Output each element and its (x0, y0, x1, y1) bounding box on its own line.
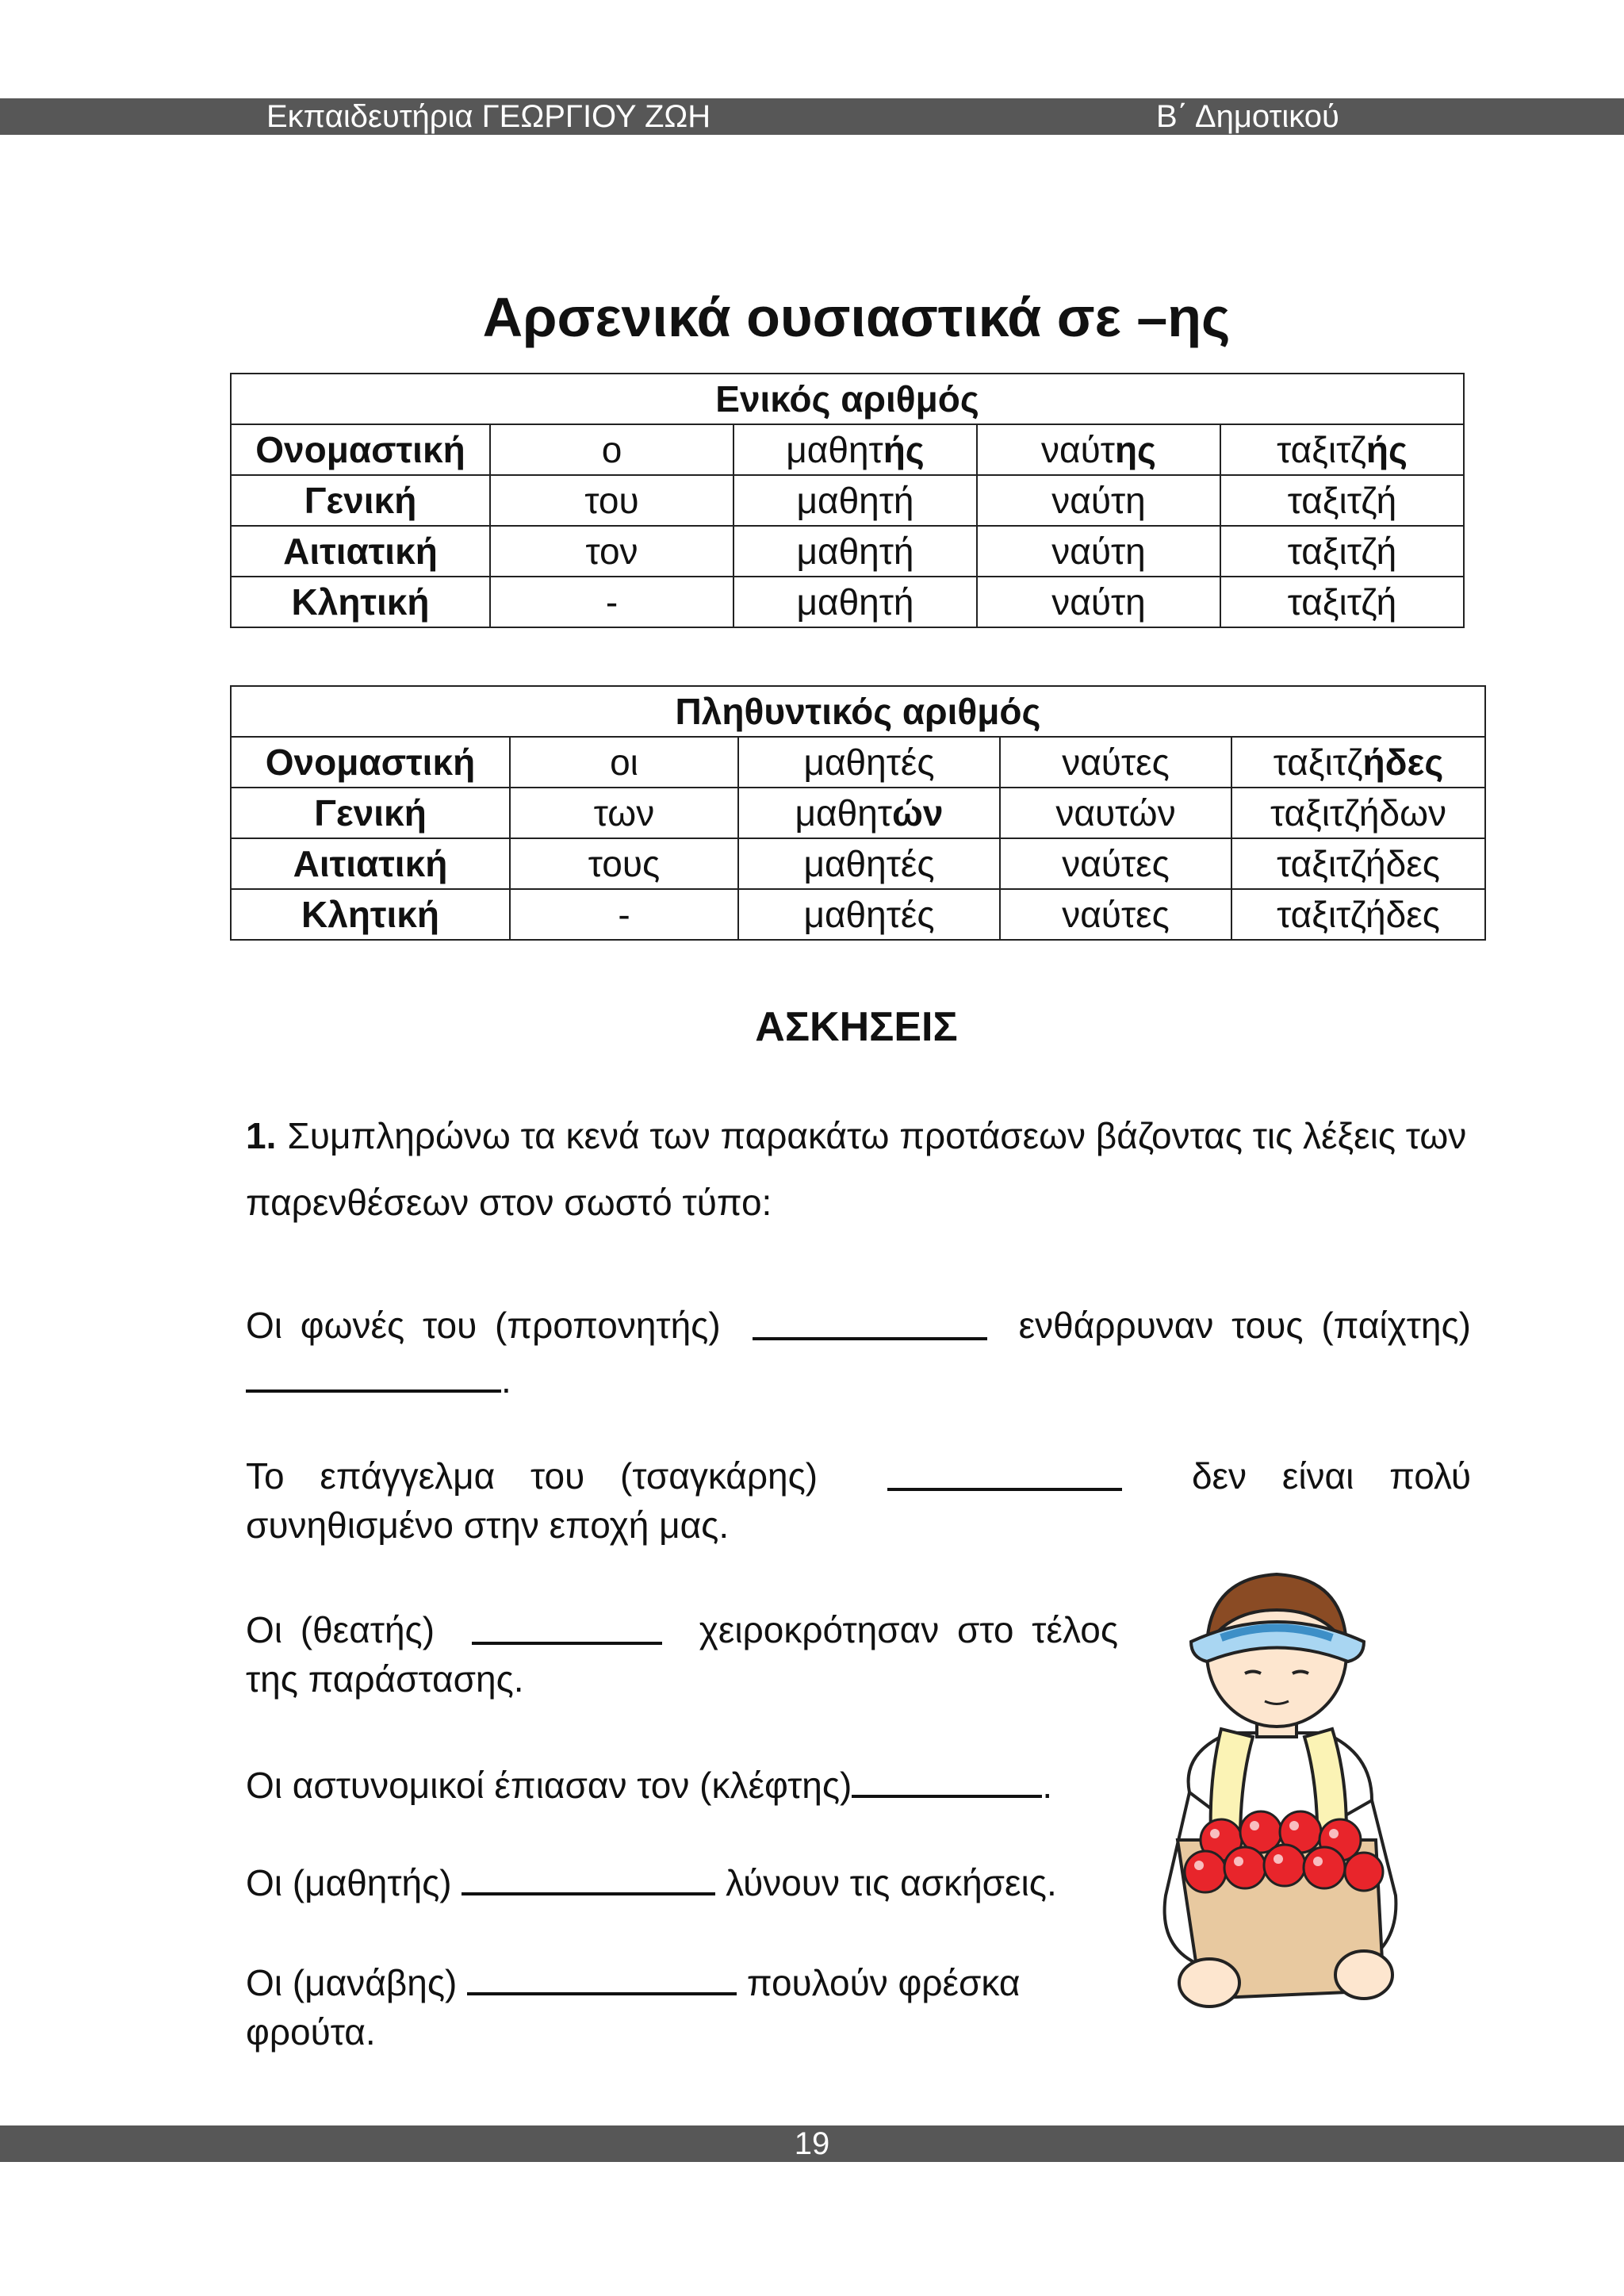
noun-cell: ναύτες (1000, 838, 1231, 889)
sentence-1 (246, 1301, 1471, 1405)
case-label: Κλητική (231, 889, 510, 940)
blank-input-2[interactable] (246, 1353, 501, 1393)
noun-cell: ναύτες (1000, 889, 1231, 940)
sentence-2-part-b: δεν είναι πολύ (1191, 1455, 1471, 1497)
sentence-6-part-c: φρούτα. (246, 2011, 376, 2053)
sentence-1-part-b: ενθάρρυναν τους (παίχτης) (1018, 1305, 1471, 1346)
article-cell: - (490, 577, 733, 627)
sentence-5-part-b: λύνουν τις ασκήσεις. (726, 1862, 1057, 1903)
case-label: Αιτιατική (231, 838, 510, 889)
sentence-3-part-a: Οι (θεατής) (246, 1609, 435, 1650)
sentence-3-part-b: χειροκρότησαν στο τέλος (699, 1609, 1118, 1650)
case-label: Ονομαστική (231, 424, 490, 475)
noun-cell: ναυτών (1000, 788, 1231, 838)
table-row (231, 577, 1464, 627)
noun-cell: μαθητή (733, 577, 977, 627)
sentence-4-end: . (1042, 1765, 1053, 1806)
blank-input-4[interactable] (472, 1605, 662, 1645)
page-title: Αρσενικά ουσιαστικά σε –ης (482, 286, 1231, 348)
article-cell: οι (510, 737, 738, 788)
case-label: Γενική (231, 475, 490, 526)
noun-cell: ταξιτζή (1220, 526, 1464, 577)
sentence-2 (246, 1451, 1471, 1550)
sentence-3-part-c: της παράστασης. (246, 1658, 524, 1700)
article-cell: των (510, 788, 738, 838)
singular-table (230, 373, 1465, 628)
page-number: 19 (794, 2126, 830, 2161)
noun-cell: ναύτη (977, 526, 1220, 577)
noun-cell: μαθητές (738, 737, 1000, 788)
case-label: Γενική (231, 788, 510, 838)
noun-cell: μαθητές (738, 889, 1000, 940)
case-label: Αιτιατική (231, 526, 490, 577)
blank-input-5[interactable] (852, 1758, 1042, 1798)
noun-cell: μαθητή (733, 475, 977, 526)
header-bar (0, 98, 1624, 135)
blank-input-6[interactable] (462, 1856, 715, 1895)
noun-cell: ναύτες (1000, 737, 1231, 788)
noun-cell: ταξιτζής (1220, 424, 1464, 475)
blank-input-3[interactable] (887, 1451, 1122, 1491)
sentence-1-end: . (501, 1359, 511, 1401)
sentence-2-part-c: συνηθισμένο στην εποχή μας. (246, 1504, 730, 1546)
noun-cell: μαθητών (738, 788, 1000, 838)
table-row (231, 737, 1485, 788)
noun-cell: ταξιτζήδων (1231, 788, 1485, 838)
article-cell: τον (490, 526, 733, 577)
sentence-3 (246, 1605, 1118, 1704)
article-cell: του (490, 475, 733, 526)
sentence-6-part-b: πουλούν φρέσκα (746, 1962, 1021, 2003)
exercise-instruction (246, 1102, 1483, 1236)
table-row (231, 838, 1485, 889)
case-label: Ονομαστική (231, 737, 510, 788)
article-cell: τους (510, 838, 738, 889)
sentence-6-part-a: Οι (μανάβης) (246, 1962, 458, 2003)
noun-cell: ταξιτζήδες (1231, 737, 1485, 788)
case-label: Κλητική (231, 577, 490, 627)
sentence-6 (246, 1956, 1197, 2056)
noun-cell: μαθητές (738, 838, 1000, 889)
exercise-number: 1. (246, 1115, 277, 1156)
exercises-heading: ΑΣΚΗΣΕΙΣ (755, 1004, 958, 1050)
noun-cell: ναύτη (977, 475, 1220, 526)
noun-cell: ταξιτζήδες (1231, 889, 1485, 940)
header-school: Εκπαιδευτήρια ΓΕΩΡΓΙΟΥ ΖΩΗ (266, 99, 711, 134)
sentence-4-part-a: Οι αστυνομικοί έπιασαν τον (κλέφτης) (246, 1765, 852, 1806)
table-row (231, 889, 1485, 940)
header-grade: Β΄ Δημοτικού (1156, 99, 1339, 134)
singular-heading: Ενικός αριθμός (231, 374, 1464, 424)
table-row (231, 475, 1464, 526)
noun-cell: μαθητή (733, 526, 977, 577)
table-row (231, 788, 1485, 838)
sentence-1-part-a: Οι φωνές του (προπονητής) (246, 1305, 721, 1346)
plural-heading: Πληθυντικός αριθμός (231, 686, 1485, 737)
article-cell: ο (490, 424, 733, 475)
instruction-text: Συμπληρώνω τα κενά των παρακάτω προτάσεων βάζοντας τις λέξεις των παρενθέσεων στον σωστό τύπο: (246, 1115, 1467, 1223)
sentence-4 (246, 1758, 1197, 1810)
noun-cell: ταξιτζήδες (1231, 838, 1485, 889)
table-row (231, 526, 1464, 577)
sentence-5 (246, 1856, 1197, 1907)
noun-cell: ναύτη (977, 577, 1220, 627)
plural-table (230, 685, 1486, 941)
sentence-2-part-a: Το επάγγελμα του (τσαγκάρης) (246, 1455, 818, 1497)
noun-cell: ναύτης (977, 424, 1220, 475)
blank-input-7[interactable] (467, 1956, 737, 1995)
blank-input-1[interactable] (753, 1301, 987, 1340)
footer-bar (0, 2125, 1624, 2162)
noun-cell: ταξιτζή (1220, 577, 1464, 627)
noun-cell: ταξιτζή (1220, 475, 1464, 526)
noun-cell: μαθητής (733, 424, 977, 475)
article-cell: - (510, 889, 738, 940)
table-row (231, 424, 1464, 475)
sentence-5-part-a: Οι (μαθητής) (246, 1862, 452, 1903)
boy-with-apples-illustration (1134, 1554, 1419, 2030)
